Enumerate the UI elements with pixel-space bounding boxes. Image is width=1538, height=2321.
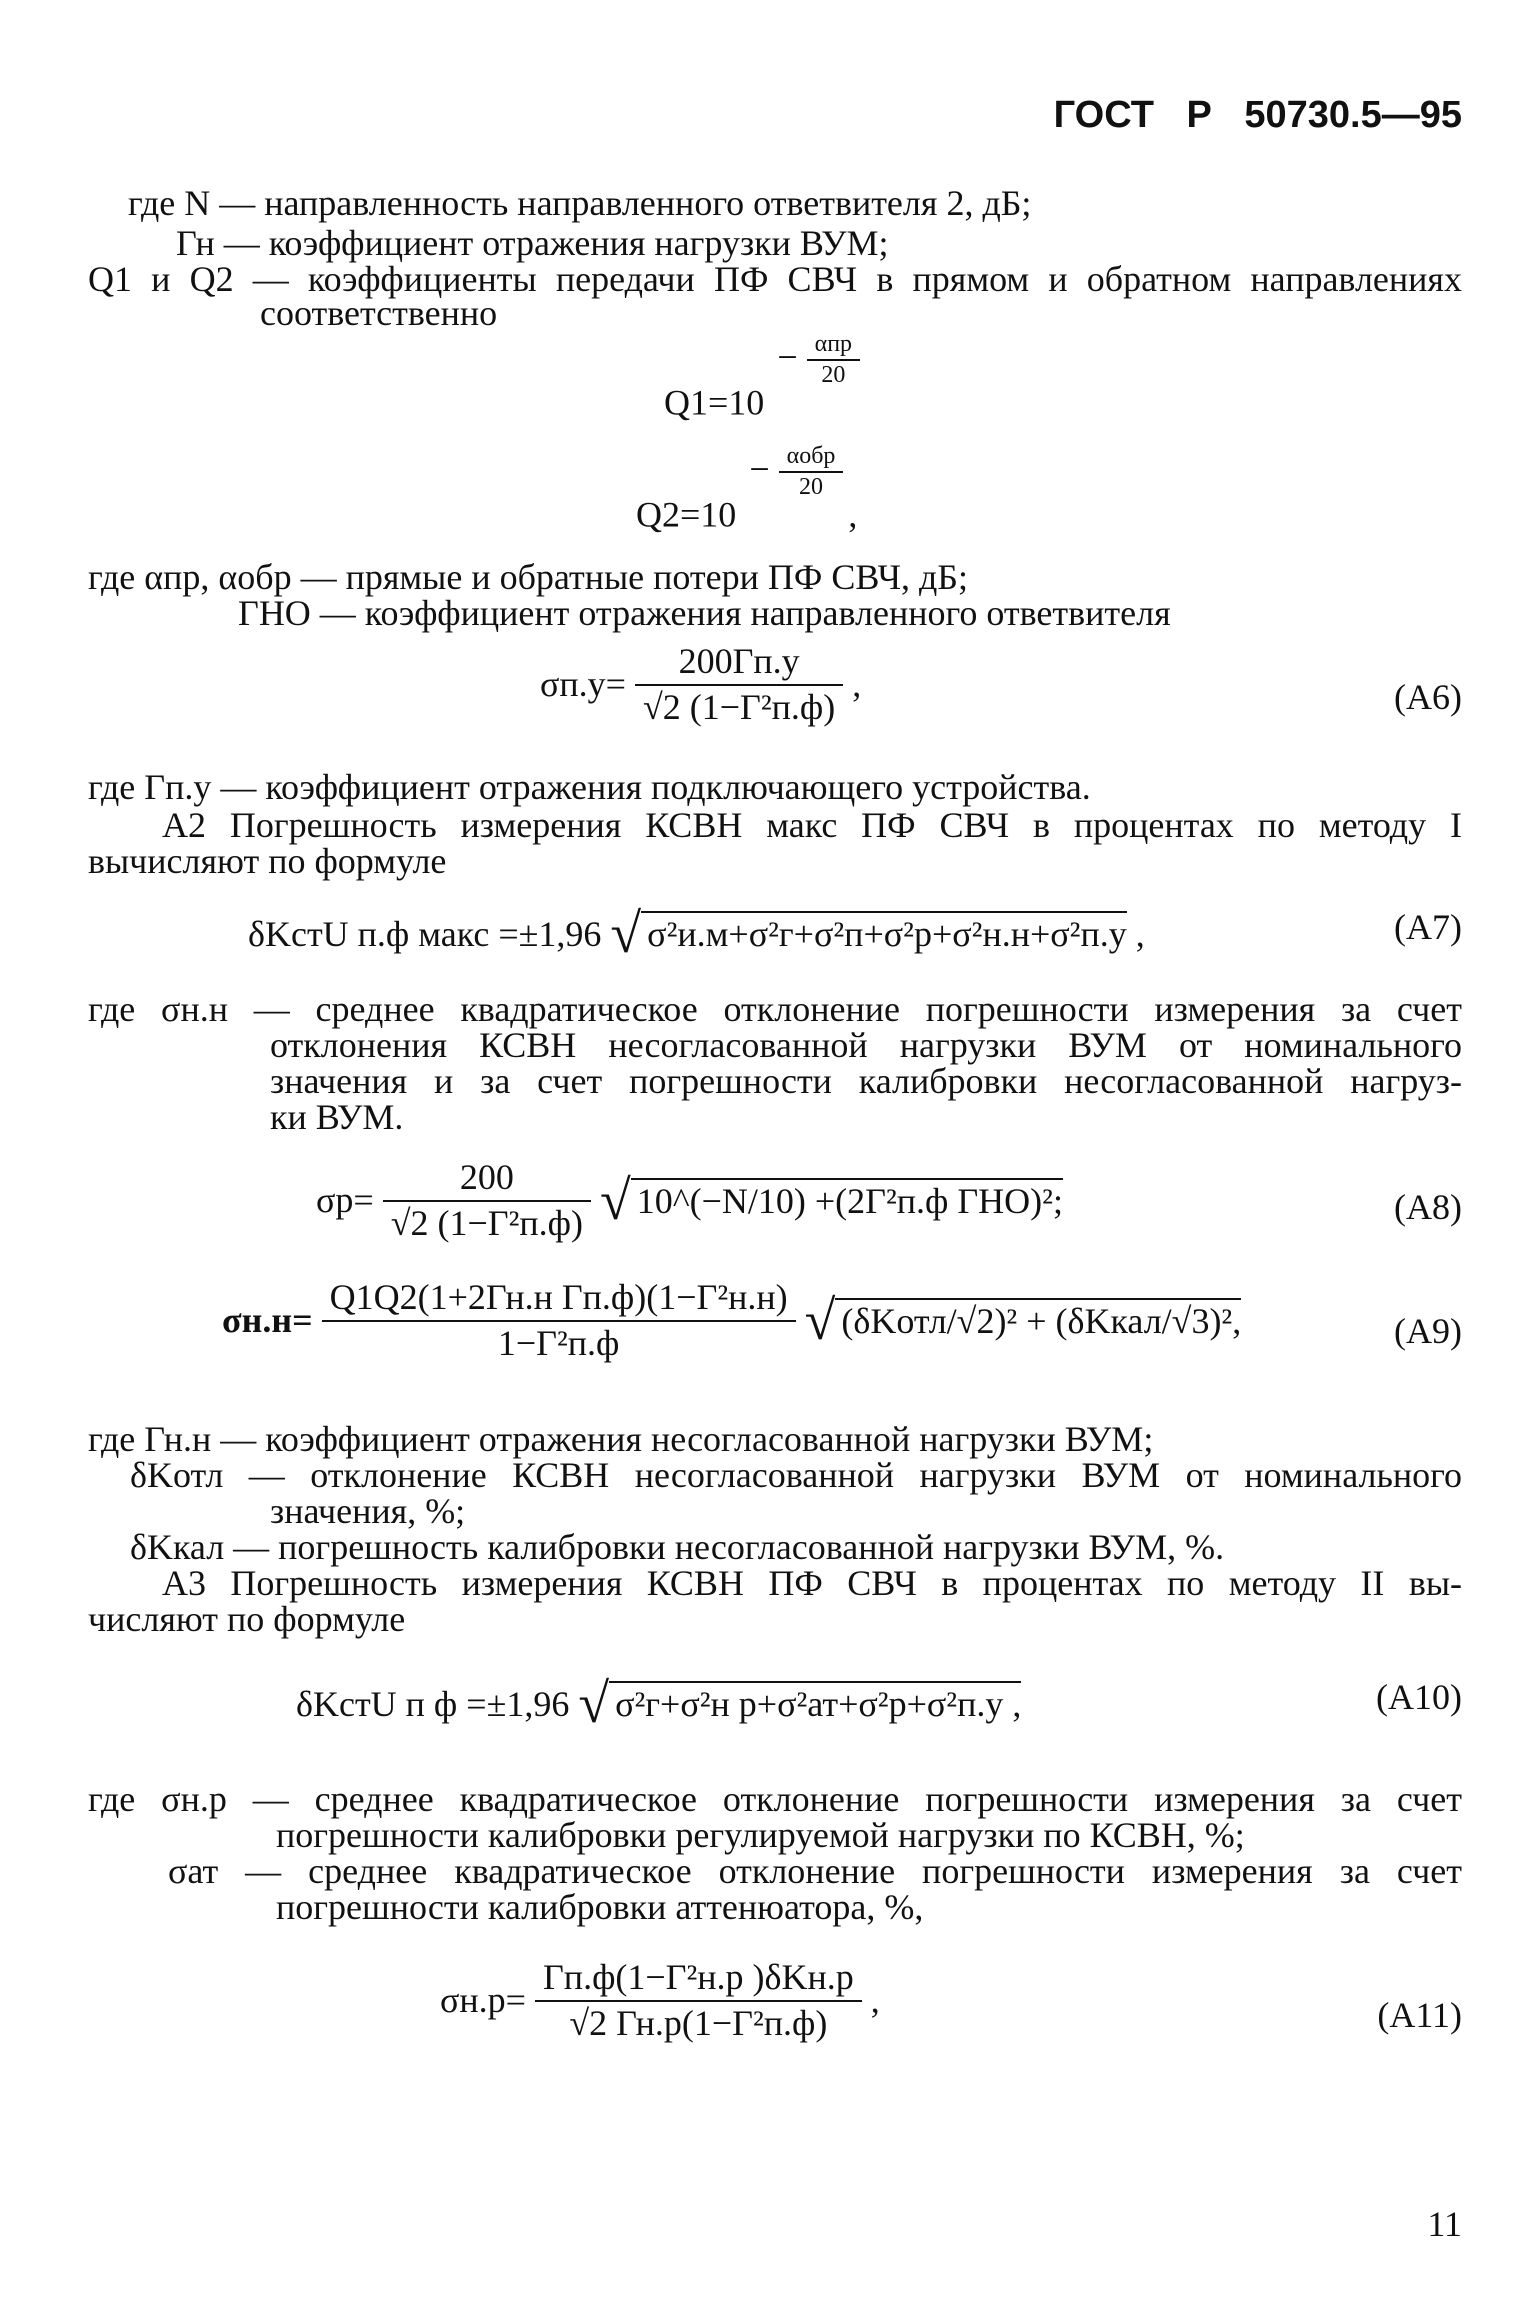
text-line: А3 Погрешность измерения КСВН ПФ СВЧ в процентах по методу II вы- — [162, 1563, 1462, 1603]
formula-a7: δKстU п.ф макс =±1,96 √ σ²и.м+σ²г+σ²п+σ²р+σ²н.н+σ²п.у , — [248, 903, 1145, 965]
formula-q2-exponent: $\frac{\text{αобр}}{20}$ — [779, 442, 844, 503]
text-line: числяют по формуле — [88, 1599, 406, 1639]
formula-a8-fraction: $\frac{200}{\text{√2 (1−Г²п.ф)}}$ — [383, 1156, 591, 1246]
formula-q1: Q1=10 − $\frac{\text{αпр}}{20}$ — [664, 376, 856, 437]
formula-a6-fraction: $\frac{200Гп.у}{\text{√2 (1−Г²п.ф)}}$ — [635, 640, 843, 730]
equation-number: (А11) — [1377, 1995, 1462, 2035]
formula-a10-lhs: δKстU п ф =±1,96 — [296, 1684, 570, 1724]
document-header: ГОСТ Р 50730.5—95 — [1053, 94, 1462, 136]
text-line: где Гп.у — коэффициент отражения подключающего устройства. — [88, 767, 1091, 807]
text-line: где N — направленность направленного ответвителя 2, дБ; — [128, 183, 1032, 223]
formula-a8-radicand: 10^(−N/10) +(2Г²п.ф ГНО)²; — [631, 1178, 1063, 1224]
formula-a9-fraction: $\frac{\text{Q1Q2(1+2Гн.н Гп.ф)(1−Г²н.н)}}{\text{1−Г²п.ф}}$ — [322, 1276, 796, 1366]
formula-a10-radicand: σ²г+σ²н р+σ²ат+σ²р+σ²п.у , — [609, 1681, 1021, 1727]
formula-a11-fraction: $\frac{\text{Гп.ф(1−Г²н.р )δKн.р}}{\text{√2 Гн.р(1−Г²п.ф)}}$ — [535, 1956, 862, 2046]
text-line: где Гн.н — коэффициент отражения несогласованной нагрузки ВУМ; — [88, 1419, 1154, 1459]
text-line: Q1 и Q2 — коэффициенты передачи ПФ СВЧ в прямом и обратном направлениях — [88, 259, 1462, 299]
text-line: где σн.н — среднее квадратическое отклонение погрешности измерения за счет — [88, 989, 1462, 1029]
text-line: где αпр, αобр — прямые и обратные потери ПФ СВЧ, дБ; — [88, 557, 968, 597]
formula-a8: σр= $\frac{200}{\text{√2 (1−Г²п.ф)}}$ √ 10^(−N/10) +(2Г²п.ф ГНО)²; — [316, 1156, 1063, 1246]
formula-a10: δKстU п ф =±1,96 √ σ²г+σ²н р+σ²ат+σ²р+σ²п.у , — [296, 1673, 1022, 1735]
text-line: ки ВУМ. — [270, 1097, 404, 1137]
formula-a11: σн.р= $\frac{\text{Гп.ф(1−Г²н.р )δKн.р}}{\text{√2 Гн.р(1−Г²п.ф)}}$ , — [440, 1956, 880, 2046]
formula-q1-lhs: Q1=10 — [664, 382, 765, 423]
equation-number: (А6) — [1394, 677, 1462, 717]
text-line: значения и за счет погрешности калибровки несогласованной нагруз- — [270, 1061, 1462, 1101]
formula-a11-lhs: σн.р= — [440, 1979, 526, 2020]
text-line: Гн — коэффициент отражения нагрузки ВУМ; — [176, 223, 889, 263]
formula-a7-lhs: δKстU п.ф макс =±1,96 — [248, 914, 602, 954]
formula-a9-radicand: (δKотл/√2)² + (δKкал/√3)², — [835, 1298, 1241, 1344]
text-line: А2 Погрешность измерения КСВН макс ПФ СВЧ в процентах по методу I — [162, 805, 1462, 845]
formula-q2-lhs: Q2=10 — [636, 494, 737, 535]
formula-a8-lhs: σр= — [316, 1179, 374, 1220]
text-line: соответственно — [260, 293, 498, 333]
formula-a6-lhs: σп.у= — [540, 663, 626, 704]
text-line: погрешности калибровки регулируемой нагрузки по КСВН, %; — [276, 1815, 1245, 1855]
text-line: ГНО — коэффициент отражения направленного ответвителя — [238, 593, 1171, 633]
text-line: погрешности калибровки аттенюатора, %, — [276, 1887, 924, 1927]
formula-q2: Q2=10 − $\frac{\text{αобр}}{20}$ , — [636, 443, 858, 535]
text-line: σат — среднее квадратическое отклонение погрешности измерения за счет — [168, 1851, 1462, 1891]
text-line: где σн.р — среднее квадратическое отклонение погрешности измерения за счет — [88, 1779, 1462, 1819]
text-line: δKкал — погрешность калибровки несогласованной нагрузки ВУМ, %. — [130, 1527, 1225, 1567]
page-number: 11 — [1427, 2204, 1462, 2245]
formula-a9: σн.н= $\frac{\text{Q1Q2(1+2Гн.н Гп.ф)(1−Г²н.н)}}{\text{1−Г²п.ф}}$ √ (δKотл/√2)² + (δKкал/√3)², — [222, 1276, 1241, 1366]
equation-number: (А8) — [1394, 1187, 1462, 1227]
formula-a9-lhs: σн.н= — [222, 1299, 313, 1340]
text-line: вычисляют по формуле — [88, 841, 447, 881]
text-line: δKотл — отклонение КСВН несогласованной нагрузки ВУМ от номинального — [130, 1455, 1462, 1495]
equation-number: (А7) — [1394, 907, 1462, 947]
text-line: отклонения КСВН несогласованной нагрузки ВУМ от номинального — [270, 1025, 1462, 1065]
formula-a7-radicand: σ²и.м+σ²г+σ²п+σ²р+σ²н.н+σ²п.у — [641, 911, 1127, 957]
formula-q1-exponent: $\frac{\text{αпр}}{20}$ — [807, 330, 860, 391]
equation-number: (А9) — [1394, 1311, 1462, 1351]
formula-a6: σп.у= $\frac{200Гп.у}{\text{√2 (1−Г²п.ф)}}$ , — [540, 640, 861, 730]
text-line: значения, %; — [270, 1491, 466, 1531]
equation-number: (А10) — [1376, 1677, 1462, 1717]
